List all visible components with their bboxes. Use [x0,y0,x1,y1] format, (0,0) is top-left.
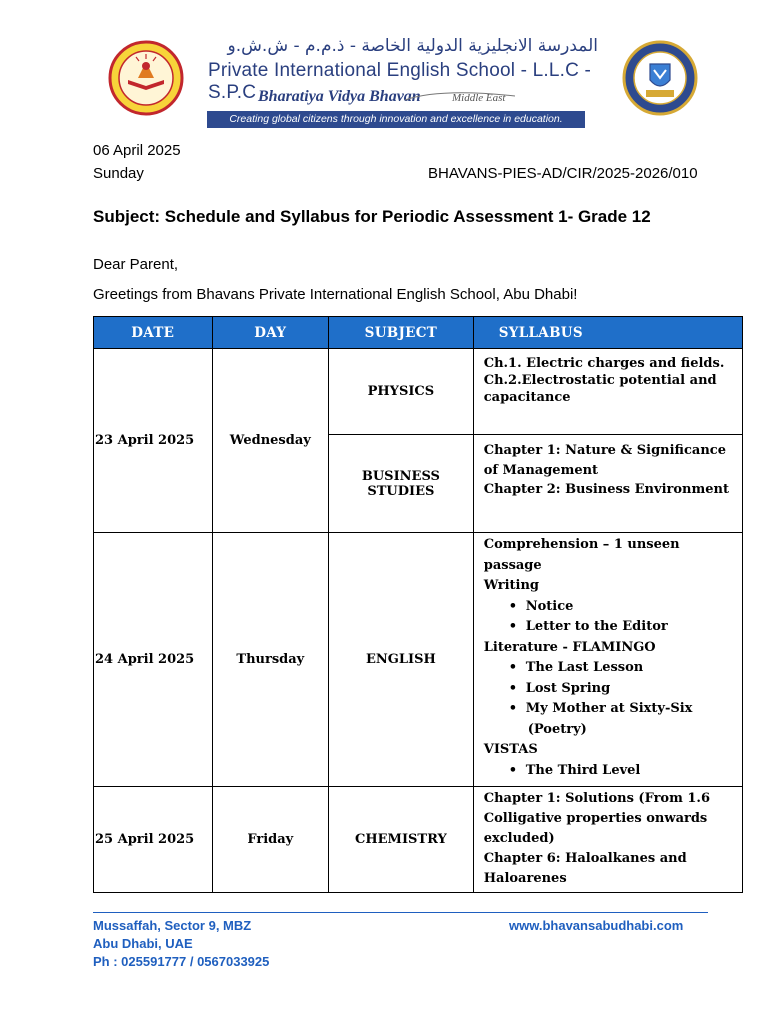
tagline-bar: Creating global citizens through innovation and excellence in education. [207,111,585,128]
subject-cell: ENGLISH [329,533,474,787]
footer-website-link[interactable]: www.bhavansabudhabi.com [509,918,684,933]
footer-phone: Ph : 025591777 / 0567033925 [93,954,270,969]
greeting: Greetings from Bhavans Private International English School, Abu Dhabi! [93,286,578,303]
footer-divider [93,912,708,913]
footer-address-line1: Mussaffah, Sector 9, MBZ [93,918,252,933]
syllabus-cell [473,435,742,533]
date-cell: 24 April 2025 [94,533,213,787]
reference-number: BHAVANS-PIES-AD/CIR/2025-2026/010 [428,165,698,182]
syllabus-item: Ch.2.Electrostatic potential and capacitance [483,373,717,405]
syllabus-item: Ch.1. Electric charges and fields. [483,356,725,371]
bhavan-seal-logo [622,40,698,116]
letter-day: Sunday [93,165,144,182]
region-label: Middle East [452,92,506,104]
subject-cell: BUSINESS STUDIES [329,435,474,533]
writing-item: • Letter to the Editor [484,617,736,638]
school-crest-logo [108,40,184,116]
syllabus-cell [473,787,742,893]
table-row [94,349,743,435]
literature-heading: Literature - FLAMINGO [483,639,656,655]
syllabus-cell [473,349,742,435]
vistas-item: • The Third Level [484,761,736,782]
writing-item: • Notice [484,597,736,618]
header-subject: SUBJECT [329,317,474,349]
header-date: DATE [94,317,213,349]
footer-address-line2: Abu Dhabi, UAE [93,936,193,951]
header-day: DAY [212,317,329,349]
schedule-table [93,316,743,893]
date-cell: 25 April 2025 [94,787,213,893]
date-cell: 23 April 2025 [94,349,213,533]
day-cell: Friday [212,787,329,893]
literature-item: • Lost Spring [484,679,736,700]
syllabus-item: Chapter 6: Haloalkanes and Haloarenes [483,851,687,886]
syllabus-item: Chapter 1: Solutions (From 1.6 Colligative properties onwards excluded) [483,791,710,846]
salutation: Dear Parent, [93,256,179,273]
literature-item: • My Mother at Sixty-Six [484,699,736,720]
vistas-heading: VISTAS [483,742,538,757]
header-syllabus: SYLLABUS [473,317,742,349]
table-row [94,787,743,893]
subject-cell: CHEMISTRY [329,787,474,893]
arabic-school-name: المدرسة الانجليزية الدولية الخاصة - ذ.م.م - ش.ش.و [227,36,598,56]
literature-item: • The Last Lesson [484,658,736,679]
literature-item-note: (Poetry) [527,721,587,737]
subject-cell: PHYSICS [329,349,474,435]
day-cell: Thursday [212,533,329,787]
syllabus-item: Chapter 1: Nature & Significance of Management [483,443,726,478]
letter-subject: Subject: Schedule and Syllabus for Periodic Assessment 1- Grade 12 [93,207,651,226]
writing-heading: Writing [483,578,540,593]
table-header-row [94,317,743,349]
english-school-name: Private International English School - L.L.C - S.P.C [208,60,592,103]
syllabus-item: Chapter 2: Business Environment [483,482,729,497]
letter-date: 06 April 2025 [93,142,181,159]
day-cell: Wednesday [212,349,329,533]
comprehension-line: Comprehension – 1 unseen passage [483,537,680,573]
syllabus-cell [473,533,742,787]
letterhead [100,30,700,130]
table-row [94,533,743,787]
bhavan-name: Bharatiya Vidya Bhavan [258,88,421,105]
